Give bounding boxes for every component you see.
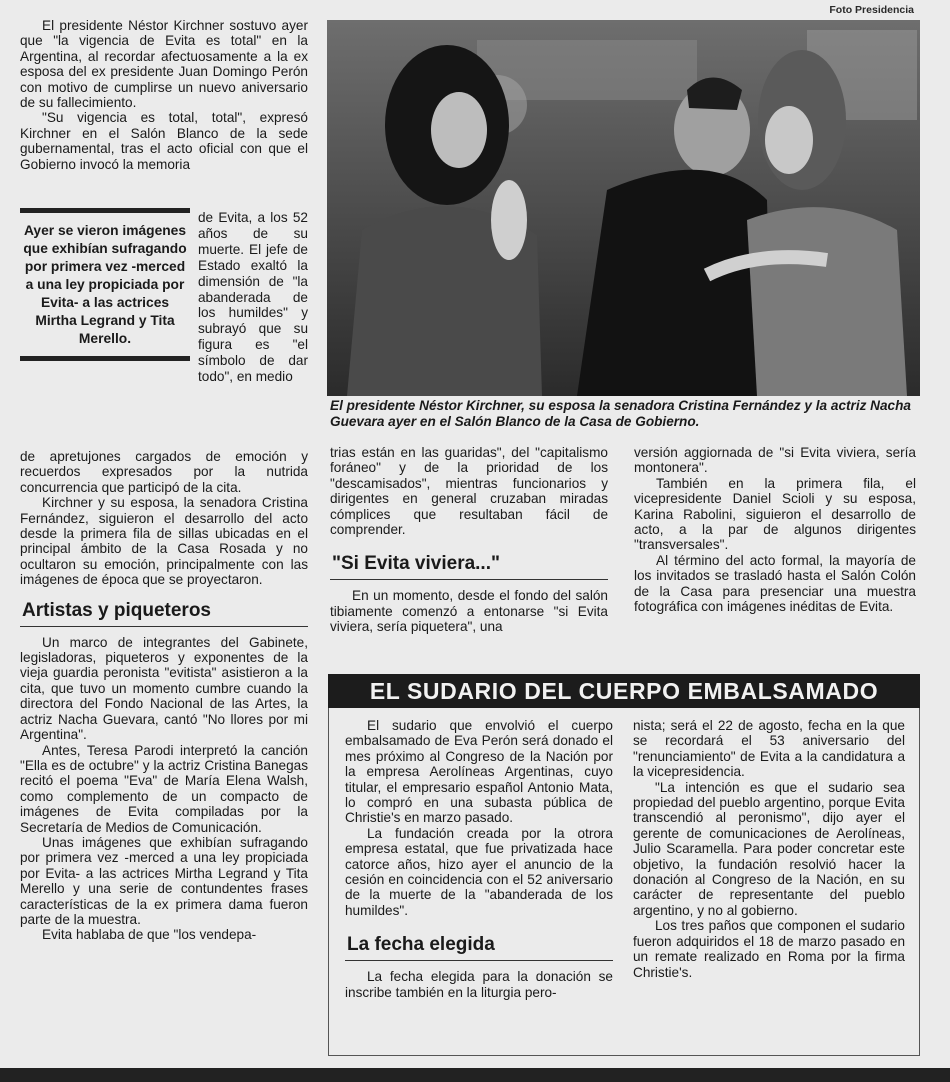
col1-paragraph-3: Kirchner y su esposa, la senadora Cristina Fernández, siguieron el desarrollo del acto desde la primera fila de sillas ubicadas en el principal ámbito de la Casa Rosada y no ocultaron su emoción, principalmente con las imágenes de época que se proyectaron.	[20, 495, 308, 588]
photo-illustration	[327, 20, 920, 396]
col3-paragraph-3: Al término del acto formal, la mayoría de los invitados se trasladó hasta el Salón Colón de la Casa para presenciar una muestra fotográfica con imágenes inéditas de Evita.	[634, 552, 916, 615]
subhead-la-fecha-elegida: La fecha elegida	[345, 928, 613, 961]
col2-paragraph-1: trias están en las guaridas", del "capitalismo foráneo" y de la prioridad de los "descamisados", mientras funcionarios y dirigentes en general cruzaban miradas cómplices que resultaban fácil de comprender.	[330, 445, 608, 538]
box-c2-paragraph-3: Los tres paños que componen el sudario fueron adquiridos el 18 de marzo pasado en un remate realizado en Roma por la firma Christie's.	[633, 918, 905, 980]
col1-paragraph-2-top: "Su vigencia es total, total", expresó Kirchner en el Salón Blanco de la sede gubernamental, tras el acto oficial con que el Gobierno invocó la memoria	[20, 110, 308, 172]
box-column-2	[633, 718, 905, 980]
col1-paragraph-1: El presidente Néstor Kirchner sostuvo ayer que "la vigencia de Evita es total" en la Argentina, al recordar afectuosamente a la ex esposa del ex presidente Juan Domingo Perón con motivo de cumplirse un nuevo aniversario de su fallecimiento.	[20, 18, 308, 111]
box-title: EL SUDARIO DEL CUERPO EMBALSAMADO	[328, 674, 920, 708]
sidebar-box	[328, 708, 920, 1056]
col3-paragraph-1: versión aggiornada de "si Evita viviera, sería montonera".	[634, 445, 916, 476]
column-1-wrap	[198, 210, 308, 385]
box-c1-paragraph-3: La fecha elegida para la donación se inscribe también en la liturgia pero-	[345, 969, 613, 1000]
column-2	[330, 445, 608, 635]
photo-caption: El presidente Néstor Kirchner, su esposa la senadora Cristina Fernández y la actriz Nacha Guevara ayer en el Salón Blanco de la Casa de Gobierno.	[330, 398, 911, 429]
column-3	[634, 445, 916, 614]
pull-quote-text: Ayer se vieron imágenes que exhibían sufragando por primera vez -merced a una ley propiciada por Evita- a las actrices Mirtha Legrand y Tita Merello.	[23, 223, 187, 346]
page-bottom-rule	[0, 1068, 950, 1082]
pull-quote-bottom-rule	[20, 356, 190, 361]
col1-paragraph-2-rest: de apretujones cargados de emoción y recuerdos expresados por la nutrida concurrencia que participó de la cita.	[20, 449, 308, 495]
box-c2-paragraph-1: nista; será el 22 de agosto, fecha en la que se recordará el 53 aniversario del "renunciamiento" de Evita a la candidatura a la vicepresidencia.	[633, 718, 905, 780]
news-photo	[327, 20, 920, 396]
col1-paragraph-4: Un marco de integrantes del Gabinete, legisladoras, piqueteros y exponentes de la vieja guardia peronista "evitista" asistieron a la cita, que tuvo un momento cumbre cuando la directora del Fondo Nacional de las Artes, la actriz Nacha Guevara, cantó "No llores por mi Argentina".	[20, 634, 308, 743]
box-c2-paragraph-2: "La intención es que el sudario sea propiedad del pueblo argentino, porque Evita transcendió al peronismo", dijo ayer el gerente de comunicaciones de Aerolíneas, Julio Scaramella. Para poder concretar este objetivo, la fundación resolvió hacer la donación al Congreso de la Nación, en su carácter de representante del pueblo argentino, y no al gobierno.	[633, 779, 905, 918]
box-c1-paragraph-1: El sudario que envolvió el cuerpo embalsamado de Eva Perón será donado el mes próximo al Congreso de la Nación por la empresa Aerolíneas Argentinas, cuyo titular, el empresario español Antonio Mata, lo compró en una subasta pública de Christie's en marzo pasado.	[345, 718, 613, 826]
col1-paragraph-7: Evita hablaba de que "los vendepa-	[42, 927, 257, 943]
pull-quote	[20, 208, 190, 361]
col1-paragraph-2-wrap: de Evita, a los 52 años de su muerte. El jefe de Estado exaltó la dimensión de "la abanderada de los humildes" y subrayó que su figura es "el símbolo de dar todo", en medio	[198, 210, 308, 385]
photo-credit: Foto Presidencia	[829, 4, 914, 16]
box-c1-paragraph-2: La fundación creada por la otrora empresa estatal, que fue privatizada hace catorce años, hizo ayer el anuncio de la cesión en coincidencia con el 52 aniversario de la muerte de la "abanderada de los humildes".	[345, 825, 613, 918]
column-1-lower	[20, 449, 308, 943]
column-1	[20, 18, 308, 172]
subhead-si-evita-viviera: "Si Evita viviera..."	[330, 547, 608, 580]
col2-paragraph-2: En un momento, desde el fondo del salón tibiamente comenzó a entonarse "si Evita viviera, sería piquetera", una	[330, 588, 608, 635]
subhead-artistas-piqueteros: Artistas y piqueteros	[20, 594, 308, 627]
col1-paragraph-5: Antes, Teresa Parodi interpretó la canción "Ella es de octubre" y la actriz Cristina Banegas recitó el poema "Eva" de María Elena Walsh, como complemento de un compacto de imágenes de Evita compiladas por la Secretaría de Medios de Comunicación.	[20, 742, 308, 835]
box-column-1	[345, 718, 613, 1000]
col1-paragraph-6: Unas imágenes que exhibían sufragando por primera vez -merced a una ley propiciada por Evita- a las actrices Mirtha Legrand y Tita Merello y una serie de contundentes frases características de la ex primera dama fueron parte de la muestra.	[20, 834, 308, 927]
col3-paragraph-2: También en la primera fila, el vicepresidente Daniel Scioli y su esposa, Karina Rabolini, siguieron el desarrollo de acto, a la par de algunos dirigentes "transversales".	[634, 475, 916, 553]
